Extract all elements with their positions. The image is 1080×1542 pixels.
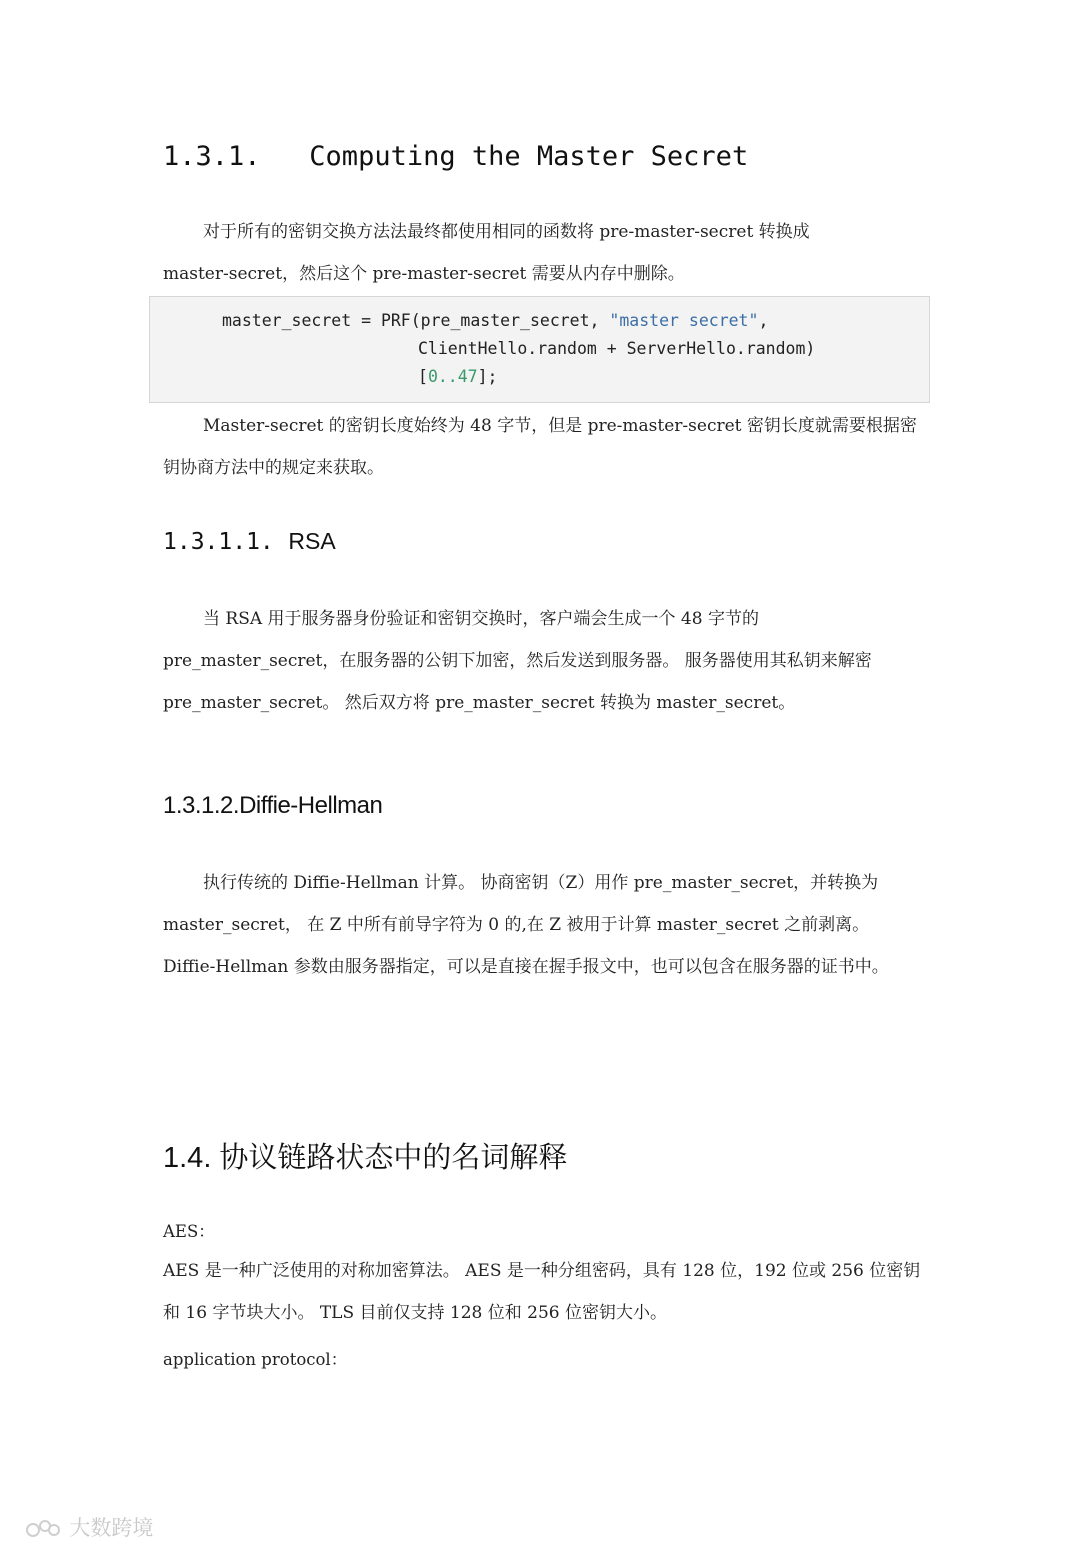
- code-block: [149, 296, 930, 403]
- heading-number: 1.3.1.1.: [163, 529, 274, 555]
- paragraph-rsa: 当 RSA 用于服务器身份验证和密钥交换时，客户端会生成一个 48 字节的 pre_master_secret，在服务器的公钥下加密，然后发送到服务器。 服务器使用其私钥来解密 pre_master_secret。 然后双方将 pre_master_secret 转换为 master_secret。: [163, 609, 872, 713]
- paragraph-aes: AES 是一种广泛使用的对称加密算法。 AES 是一种分组密码，具有 128 位，192 位或 256 位密钥和 16 字节块大小。 TLS 目前仅支持 128 位和 256 位密钥大小。: [163, 1261, 921, 1323]
- section-heading-diffie-hellman: 1.3.1.2.Diffie-Hellman: [163, 792, 383, 819]
- watermark-text: 大数跨境: [69, 1516, 154, 1540]
- term-application-protocol: application protocol：: [163, 1350, 348, 1369]
- term-aes: AES：: [163, 1222, 215, 1241]
- paragraph-diffie-hellman: 执行传统的 Diffie-Hellman 计算。 协商密钥（Z）用作 pre_master_secret，并转换为 master_secret， 在 Z 中所有前导字符为 0 的,在 Z 被用于计算 master_secret 之前剥离。Diffie-Hellman 参数由服务器指定，可以是直接在握手报文中，也可以包含在服务器的证书中。: [163, 873, 889, 977]
- code-line-2: ClientHello.random + ServerHello.random): [418, 339, 816, 358]
- section-heading-rsa: [163, 528, 336, 555]
- section-heading-1-3-1: 1.3.1. Computing the Master Secret: [163, 141, 749, 172]
- code-line-3: [418, 367, 497, 386]
- heading-text: RSA: [288, 528, 336, 554]
- code-text: ];: [477, 367, 498, 386]
- watermark: [12, 1488, 153, 1542]
- code-text: ,: [758, 311, 769, 330]
- paragraph-master-secret-intro: 对于所有的密钥交换方法法最终都使用相同的函数将 pre-master-secret 转换成 master-secret，然后这个 pre-master-secret 需要从内存中删除。: [163, 222, 810, 284]
- code-line-1: [222, 311, 768, 330]
- code-number: 0..47: [427, 367, 478, 386]
- code-string: "master secret": [609, 311, 759, 330]
- paragraph-master-secret-length: Master-secret 的密钥长度始终为 48 字节，但是 pre-master-secret 密钥长度就需要根据密钥协商方法中的规定来获取。: [163, 416, 917, 478]
- section-heading-1-4: 1.4. 协议链路状态中的名词解释: [163, 1142, 568, 1174]
- code-text: [: [418, 367, 428, 386]
- watermark-logo-icon: [25, 1517, 61, 1541]
- code-text: master_secret = PRF(pre_master_secret,: [222, 311, 610, 330]
